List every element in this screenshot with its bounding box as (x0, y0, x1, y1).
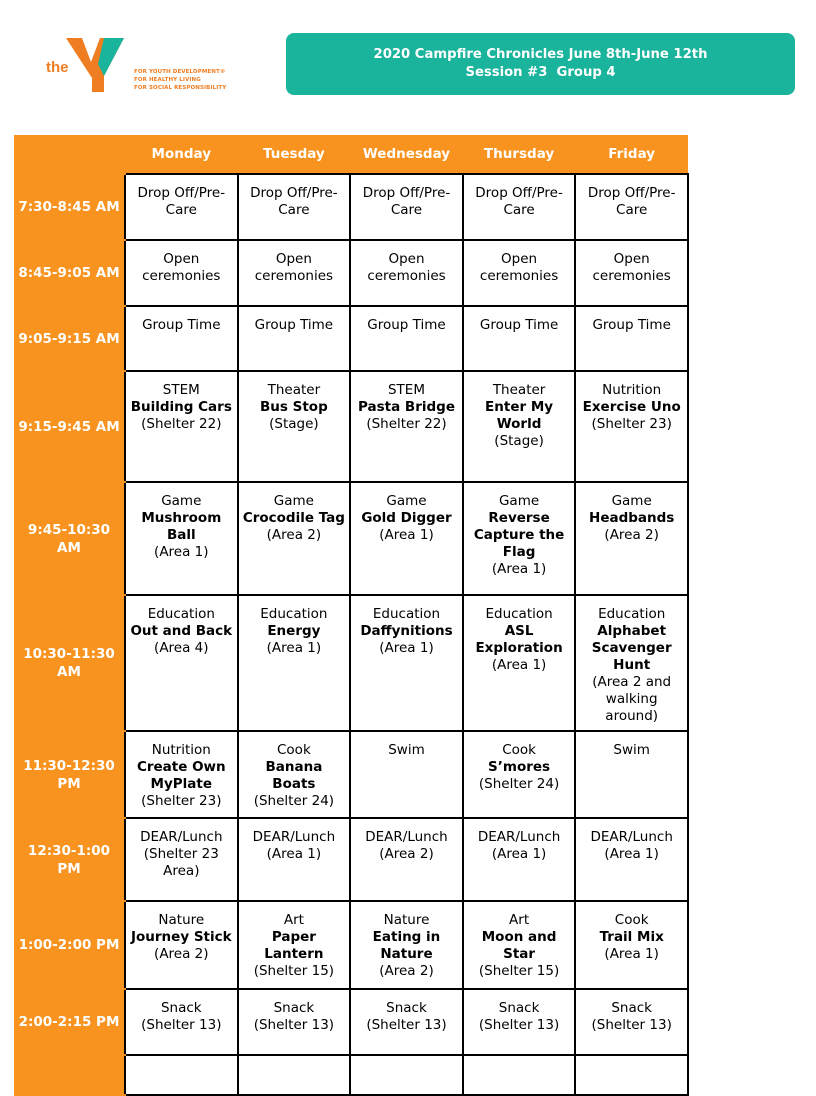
schedule-row (14, 371, 688, 482)
schedule-row (14, 1055, 688, 1095)
day-header-row (14, 135, 688, 174)
activity-text: (Area 1) (491, 846, 547, 862)
activity-name: Crocodile Tag (242, 510, 345, 526)
day-header: Thursday (463, 135, 576, 174)
activity-name: Reverse Capture the Flag (473, 510, 565, 560)
activity-name: Pasta Bridge (357, 399, 455, 415)
activity-cell (125, 482, 238, 595)
title-line-2: Session #3 Group 4 (465, 65, 616, 80)
activity-text: Group Time (592, 317, 671, 333)
activity-cell (350, 482, 463, 595)
activity-text: (Shelter 13) (478, 1017, 560, 1033)
activity-text: Nature (158, 912, 205, 928)
activity-text: Open ceremonies (479, 251, 559, 284)
activity-text: Snack (498, 1000, 540, 1016)
activity-cell (350, 306, 463, 371)
activity-text: Drop Off/Pre-Care (137, 185, 226, 218)
activity-text: (Area 2) (604, 527, 659, 543)
activity-cell (238, 818, 351, 901)
activity-cell (575, 595, 688, 731)
activity-cell (575, 731, 688, 818)
schedule-row (14, 731, 688, 818)
activity-text: Snack (160, 1000, 202, 1016)
activity-text: Nutrition (602, 382, 662, 398)
schedule-body (14, 174, 688, 1095)
activity-text: Education (147, 606, 215, 622)
activity-cell (575, 901, 688, 989)
day-header: Monday (125, 135, 238, 174)
activity-name: Daffynitions (360, 623, 453, 639)
day-header: Tuesday (238, 135, 351, 174)
activity-name: Bus Stop (260, 399, 328, 415)
activity-name: Energy (267, 623, 321, 639)
activity-text: Drop Off/Pre-Care (475, 185, 563, 218)
time-slot: 8:45-9:05 AM (14, 240, 125, 306)
activity-text: DEAR/Lunch (365, 829, 448, 845)
activity-cell (350, 731, 463, 818)
activity-text: (Area 1) (266, 846, 322, 862)
activity-text: Nature (383, 912, 430, 928)
activity-text: Drop Off/Pre-Care (362, 185, 451, 218)
day-header: Wednesday (350, 135, 463, 174)
activity-text: Group Time (367, 317, 446, 333)
activity-cell (350, 1055, 463, 1095)
time-slot: 1:00-2:00 PM (14, 901, 125, 989)
activity-text: Art (283, 912, 304, 928)
activity-name: Banana Boats (265, 759, 323, 792)
activity-text: (Shelter 15) (253, 963, 335, 979)
activity-text: Group Time (254, 317, 334, 333)
time-slot: 9:15-9:45 AM (14, 371, 125, 482)
activity-cell (125, 989, 238, 1055)
activity-text: Group Time (479, 317, 559, 333)
activity-cell (575, 306, 688, 371)
activity-cell (238, 1055, 351, 1095)
activity-text: Snack (611, 1000, 652, 1016)
activity-cell (238, 989, 351, 1055)
schedule-table (14, 135, 689, 1096)
schedule-row (14, 306, 688, 371)
activity-cell (463, 595, 576, 731)
activity-text: Game (611, 493, 652, 509)
time-slot: 9:45-10:30 AM (14, 482, 125, 595)
activity-text: (Stage) (494, 433, 544, 449)
activity-cell (463, 989, 576, 1055)
activity-text: (Area 1) (379, 527, 434, 543)
activity-text: STEM (387, 382, 425, 398)
activity-cell (463, 818, 576, 901)
time-slot: 12:30-1:00 PM (14, 818, 125, 901)
activity-name: Eating in Nature (372, 929, 441, 962)
logo-tagline: FOR YOUTH DEVELOPMENT® FOR HEALTHY LIVING FOR SOCIAL RESPONSIBILITY (134, 69, 227, 91)
activity-text: (Shelter 23) (591, 416, 672, 432)
activity-cell (350, 595, 463, 731)
activity-text: Game (498, 493, 540, 509)
activity-cell (463, 901, 576, 989)
activity-cell (350, 371, 463, 482)
activity-text: Snack (386, 1000, 427, 1016)
activity-text: Game (161, 493, 202, 509)
activity-text: Swim (613, 742, 650, 758)
activity-cell (463, 174, 576, 240)
activity-text: Group Time (142, 317, 221, 333)
activity-cell (125, 595, 238, 731)
activity-name: Alphabet Scavenger Hunt (591, 623, 672, 673)
activity-cell (350, 989, 463, 1055)
activity-text: (Area 1) (154, 544, 209, 560)
activity-text: (Area 1) (266, 640, 322, 656)
activity-text: (Area 1) (604, 846, 659, 862)
schedule-row (14, 595, 688, 731)
time-slot: 11:30-12:30 PM (14, 731, 125, 818)
activity-cell (575, 174, 688, 240)
activity-text: Education (598, 606, 666, 622)
activity-cell (575, 482, 688, 595)
activity-text: (Shelter 13) (253, 1017, 335, 1033)
activity-text: Open ceremonies (142, 251, 221, 284)
activity-text: (Shelter 24) (478, 776, 560, 792)
activity-name: Exercise Uno (582, 399, 681, 415)
activity-cell (125, 240, 238, 306)
activity-text: (Shelter 22) (366, 416, 447, 432)
schedule-title-banner (286, 33, 795, 95)
time-slot: 7:30-8:45 AM (14, 174, 125, 240)
activity-text: Cook (502, 742, 536, 758)
activity-text: DEAR/Lunch (140, 829, 223, 845)
activity-cell (238, 371, 351, 482)
activity-text: Theater (492, 382, 546, 398)
activity-text: Open ceremonies (254, 251, 334, 284)
activity-text: (Shelter 23 Area) (143, 846, 219, 879)
activity-cell (125, 818, 238, 901)
time-slot: 9:05-9:15 AM (14, 306, 125, 371)
activity-text: (Area 1) (379, 640, 434, 656)
activity-cell (125, 1055, 238, 1095)
activity-text: (Area 2) (379, 846, 434, 862)
activity-cell (575, 240, 688, 306)
activity-text: Open ceremonies (592, 251, 671, 284)
activity-cell (125, 731, 238, 818)
activity-cell (238, 240, 351, 306)
activity-name: S’mores (488, 759, 551, 775)
activity-cell (238, 731, 351, 818)
schedule-row (14, 174, 688, 240)
activity-text: (Area 2 and walking around) (592, 674, 672, 724)
activity-text: Education (372, 606, 441, 622)
schedule-row (14, 482, 688, 595)
activity-cell (463, 482, 576, 595)
activity-text: (Shelter 22) (141, 416, 222, 432)
activity-cell (125, 306, 238, 371)
activity-text: (Area 2) (266, 527, 322, 543)
activity-cell (463, 731, 576, 818)
activity-cell (125, 901, 238, 989)
activity-text: (Area 2) (154, 946, 209, 962)
activity-cell (463, 240, 576, 306)
activity-text: Education (485, 606, 553, 622)
activity-cell (463, 306, 576, 371)
activity-text: (Shelter 23) (141, 793, 222, 809)
activity-cell (575, 818, 688, 901)
activity-name: Headbands (589, 510, 675, 526)
activity-cell (238, 306, 351, 371)
activity-name: Journey Stick (130, 929, 232, 945)
schedule-row (14, 989, 688, 1055)
activity-name: Enter My World (485, 399, 554, 432)
ymca-logo (44, 34, 234, 100)
activity-name: Moon and Star (481, 929, 557, 962)
activity-text: Swim (388, 742, 425, 758)
activity-cell (575, 371, 688, 482)
schedule-row (14, 818, 688, 901)
activity-name: Gold Digger (361, 510, 452, 526)
activity-cell (463, 371, 576, 482)
activity-cell (238, 482, 351, 595)
activity-name: Create Own MyPlate (136, 759, 226, 792)
activity-text: (Area 1) (491, 657, 547, 673)
title-line-1: 2020 Campfire Chronicles June 8th-June 12th (373, 47, 708, 62)
activity-text: (Area 1) (491, 561, 547, 577)
activity-name: Out and Back (130, 623, 233, 639)
activity-name: Mushroom Ball (141, 510, 222, 543)
time-slot (14, 1055, 125, 1095)
activity-cell (463, 1055, 576, 1095)
activity-cell (350, 901, 463, 989)
activity-cell (350, 174, 463, 240)
activity-text: (Area 4) (154, 640, 209, 656)
logo-wordmark: the (46, 59, 69, 76)
activity-cell (238, 595, 351, 731)
activity-name: Building Cars (130, 399, 232, 415)
activity-name: Trail Mix (599, 929, 664, 945)
activity-text: (Shelter 15) (478, 963, 560, 979)
activity-text: (Shelter 13) (366, 1017, 447, 1033)
activity-text: Theater (267, 382, 321, 398)
activity-text: Game (386, 493, 427, 509)
ymca-y-icon (44, 34, 134, 100)
schedule-row (14, 901, 688, 989)
activity-text: (Area 1) (604, 946, 659, 962)
activity-text: Cook (277, 742, 311, 758)
activity-cell (238, 174, 351, 240)
activity-text: Drop Off/Pre-Care (250, 185, 338, 218)
activity-text: Drop Off/Pre-Care (587, 185, 676, 218)
activity-text: Game (273, 493, 314, 509)
activity-text: (Area 2) (379, 963, 434, 979)
activity-cell (350, 818, 463, 901)
activity-text: (Shelter 13) (591, 1017, 672, 1033)
activity-text: (Shelter 13) (141, 1017, 222, 1033)
activity-text: Cook (614, 912, 649, 928)
activity-text: Snack (273, 1000, 315, 1016)
activity-text: Nutrition (151, 742, 211, 758)
day-header: Friday (575, 135, 688, 174)
activity-text: DEAR/Lunch (590, 829, 673, 845)
header-corner (14, 135, 125, 174)
activity-cell (575, 1055, 688, 1095)
activity-cell (238, 901, 351, 989)
time-slot: 10:30-11:30 AM (14, 595, 125, 731)
activity-name: ASL Exploration (475, 623, 563, 656)
activity-cell (575, 989, 688, 1055)
time-slot: 2:00-2:15 PM (14, 989, 125, 1055)
activity-text: DEAR/Lunch (477, 829, 561, 845)
activity-text: STEM (162, 382, 200, 398)
activity-text: (Shelter 24) (253, 793, 335, 809)
activity-text: Open ceremonies (367, 251, 446, 284)
activity-cell (350, 240, 463, 306)
activity-name: Paper Lantern (264, 929, 324, 962)
activity-text: Education (260, 606, 328, 622)
activity-cell (125, 174, 238, 240)
activity-text: DEAR/Lunch (252, 829, 336, 845)
activity-cell (125, 371, 238, 482)
schedule-row (14, 240, 688, 306)
activity-text: (Stage) (269, 416, 319, 432)
activity-text: Art (509, 912, 530, 928)
